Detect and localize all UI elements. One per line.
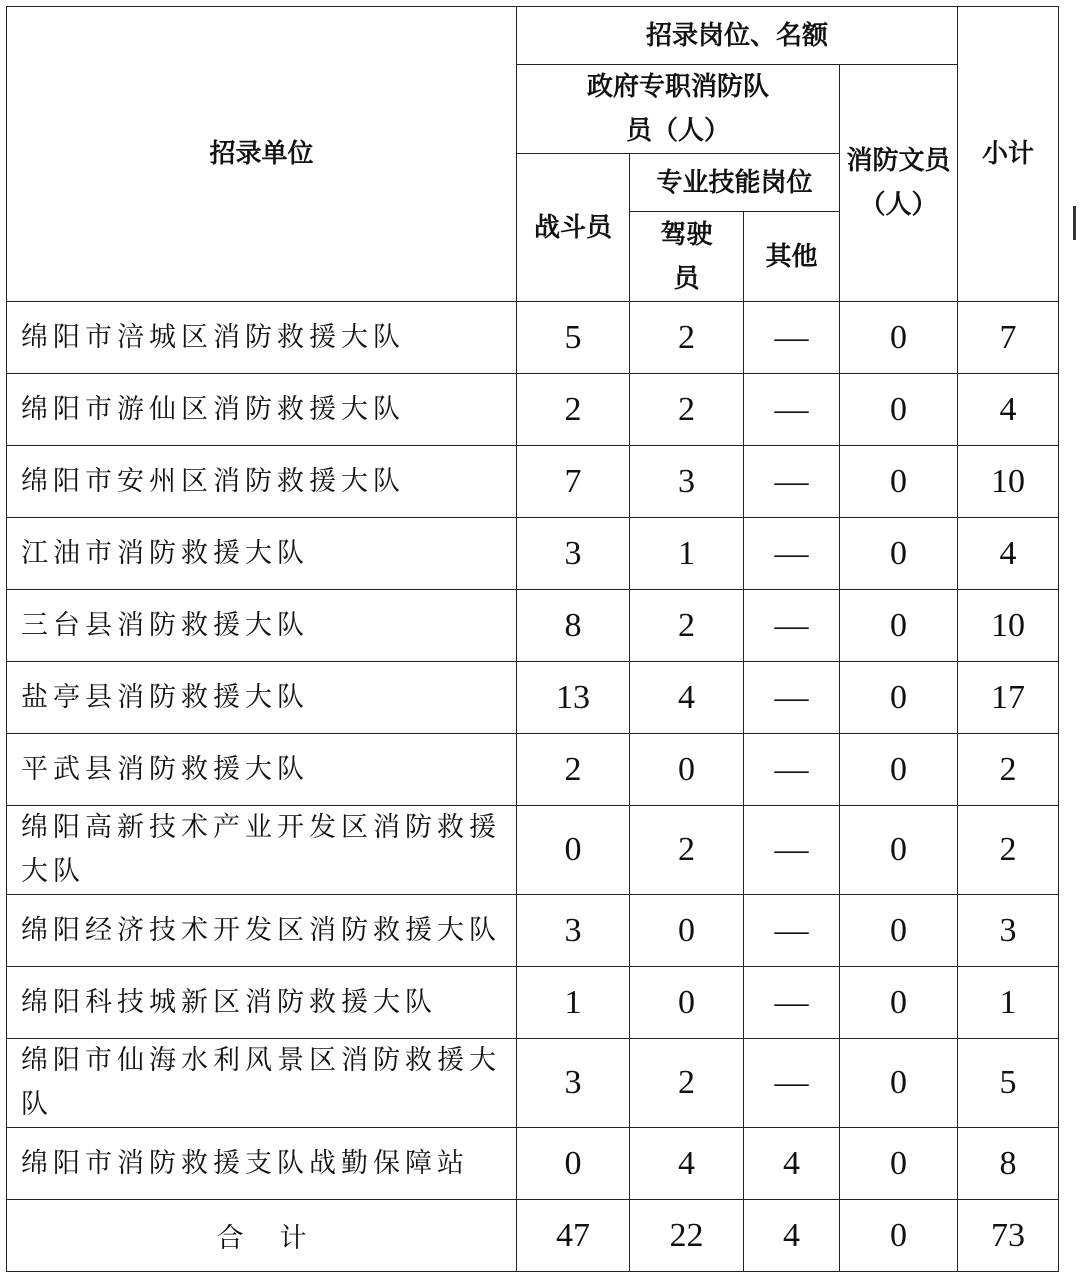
total-other: 4 — [744, 1200, 840, 1272]
driver-count: 0 — [630, 895, 744, 967]
total-label-1: 合 — [216, 1223, 244, 1254]
unit-name: 绵阳市游仙区消防救援大队 — [7, 374, 517, 446]
civilian-count: 0 — [840, 662, 958, 734]
total-label-2: 计 — [279, 1223, 307, 1254]
unit-name: 绵阳市仙海水利风景区消防救援大队 — [7, 1039, 517, 1128]
header-positions: 招录岗位、名额 — [517, 7, 958, 65]
driver-count: 1 — [630, 518, 744, 590]
subtotal-count: 2 — [958, 806, 1059, 895]
other-count: — — [744, 662, 840, 734]
fighter-count: 0 — [517, 806, 630, 895]
civilian-count: 0 — [840, 967, 958, 1039]
subtotal-count: 5 — [958, 1039, 1059, 1128]
other-count: — — [744, 806, 840, 895]
header-civilian: 消防文员（人） — [840, 65, 958, 302]
driver-count: 0 — [630, 967, 744, 1039]
subtotal-count: 7 — [958, 302, 1059, 374]
header-fighter: 战斗员 — [517, 154, 630, 302]
driver-count: 2 — [630, 590, 744, 662]
header-unit: 招录单位 — [7, 7, 517, 302]
table-row — [7, 1128, 1059, 1200]
header-gov-firefighters: 政府专职消防队员（人） — [517, 65, 840, 154]
recruitment-table — [6, 6, 1059, 1272]
civilian-count: 0 — [840, 590, 958, 662]
table-row — [7, 806, 1059, 895]
unit-name: 绵阳市涪城区消防救援大队 — [7, 302, 517, 374]
civilian-count: 0 — [840, 734, 958, 806]
table-row — [7, 967, 1059, 1039]
driver-count: 4 — [630, 662, 744, 734]
fighter-count: 13 — [517, 662, 630, 734]
table-row — [7, 302, 1059, 374]
subtotal-count: 17 — [958, 662, 1059, 734]
subtotal-count: 4 — [958, 518, 1059, 590]
header-driver: 驾驶员 — [630, 212, 744, 302]
unit-name: 绵阳科技城新区消防救援大队 — [7, 967, 517, 1039]
table-row — [7, 446, 1059, 518]
fighter-count: 0 — [517, 1128, 630, 1200]
total-driver: 22 — [630, 1200, 744, 1272]
unit-name: 绵阳市消防救援支队战勤保障站 — [7, 1128, 517, 1200]
unit-name: 平武县消防救援大队 — [7, 734, 517, 806]
fighter-count: 2 — [517, 374, 630, 446]
table-row — [7, 662, 1059, 734]
fighter-count: 7 — [517, 446, 630, 518]
unit-name: 盐亭县消防救援大队 — [7, 662, 517, 734]
total-civilian: 0 — [840, 1200, 958, 1272]
other-count: — — [744, 302, 840, 374]
other-count: — — [744, 374, 840, 446]
subtotal-count: 10 — [958, 446, 1059, 518]
subtotal-count: 8 — [958, 1128, 1059, 1200]
civilian-count: 0 — [840, 518, 958, 590]
civilian-count: 0 — [840, 895, 958, 967]
driver-count: 2 — [630, 1039, 744, 1128]
table-row — [7, 590, 1059, 662]
civilian-count: 0 — [840, 1039, 958, 1128]
civilian-count: 0 — [840, 806, 958, 895]
fighter-count: 3 — [517, 895, 630, 967]
total-row — [7, 1200, 1059, 1272]
table-row — [7, 734, 1059, 806]
other-count: — — [744, 1039, 840, 1128]
subtotal-count: 10 — [958, 590, 1059, 662]
civilian-count: 0 — [840, 374, 958, 446]
driver-count: 0 — [630, 734, 744, 806]
subtotal-count: 3 — [958, 895, 1059, 967]
total-label — [7, 1200, 517, 1272]
fighter-count: 3 — [517, 518, 630, 590]
fighter-count: 5 — [517, 302, 630, 374]
unit-name: 绵阳市安州区消防救援大队 — [7, 446, 517, 518]
total-fighter: 47 — [517, 1200, 630, 1272]
table-row — [7, 895, 1059, 967]
subtotal-count: 1 — [958, 967, 1059, 1039]
driver-count: 2 — [630, 374, 744, 446]
total-subtotal: 73 — [958, 1200, 1059, 1272]
fighter-count: 2 — [517, 734, 630, 806]
driver-count: 3 — [630, 446, 744, 518]
other-count: — — [744, 895, 840, 967]
other-count: — — [744, 518, 840, 590]
table-row — [7, 518, 1059, 590]
civilian-count: 0 — [840, 302, 958, 374]
table-row — [7, 374, 1059, 446]
fighter-count: 3 — [517, 1039, 630, 1128]
header-other: 其他 — [744, 212, 840, 302]
other-count: — — [744, 590, 840, 662]
unit-name: 三台县消防救援大队 — [7, 590, 517, 662]
subtotal-count: 4 — [958, 374, 1059, 446]
table-row — [7, 1039, 1059, 1128]
subtotal-count: 2 — [958, 734, 1059, 806]
fighter-count: 8 — [517, 590, 630, 662]
page-edge-mark — [1073, 206, 1076, 240]
driver-count: 2 — [630, 806, 744, 895]
header-skills: 专业技能岗位 — [630, 154, 840, 212]
driver-count: 2 — [630, 302, 744, 374]
unit-name: 绵阳高新技术产业开发区消防救援大队 — [7, 806, 517, 895]
unit-name: 绵阳经济技术开发区消防救援大队 — [7, 895, 517, 967]
fighter-count: 1 — [517, 967, 630, 1039]
driver-count: 4 — [630, 1128, 744, 1200]
civilian-count: 0 — [840, 1128, 958, 1200]
other-count: 4 — [744, 1128, 840, 1200]
other-count: — — [744, 967, 840, 1039]
unit-name: 江油市消防救援大队 — [7, 518, 517, 590]
other-count: — — [744, 734, 840, 806]
header-subtotal: 小计 — [958, 7, 1059, 302]
other-count: — — [744, 446, 840, 518]
civilian-count: 0 — [840, 446, 958, 518]
